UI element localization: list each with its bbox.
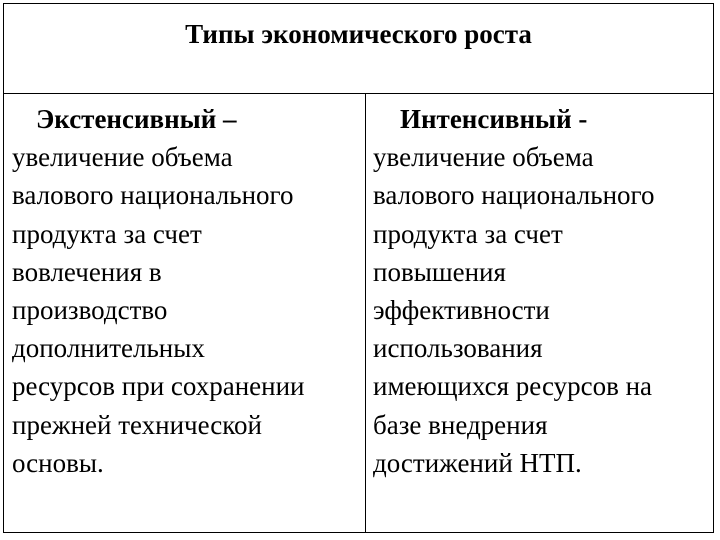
extensive-line: валового национального (12, 180, 294, 211)
table-title: Типы экономического роста (185, 19, 532, 49)
extensive-line: основы. (12, 447, 104, 478)
intensive-line: базе внедрения (373, 409, 548, 440)
extensive-line: производство (12, 295, 168, 326)
intensive-term: Интенсивный - (400, 104, 588, 134)
extensive-line: ресурсов при сохранении (12, 371, 305, 402)
extensive-term: Экстенсивный – (36, 104, 237, 134)
extensive-line: вовлечения в (12, 256, 162, 287)
intensive-line: валового национального (373, 180, 655, 211)
intensive-line: достижений НТП. (373, 447, 582, 478)
table-header-row (4, 4, 713, 94)
growth-types-table (3, 3, 714, 533)
intensive-line: увеличение объема (373, 142, 594, 173)
intensive-line: продукта за счет (373, 218, 563, 249)
extensive-line: прежней технической (12, 409, 262, 440)
extensive-growth-cell (4, 94, 366, 532)
intensive-line: эффективности (373, 295, 550, 326)
extensive-line: увеличение объема (12, 142, 233, 173)
intensive-growth-cell (366, 94, 713, 532)
intensive-line: повышения (373, 256, 506, 287)
intensive-line: использования (373, 333, 543, 364)
intensive-line: имеющихся ресурсов на (373, 371, 653, 402)
extensive-line: продукта за счет (12, 218, 202, 249)
extensive-line: дополнительных (12, 333, 205, 364)
